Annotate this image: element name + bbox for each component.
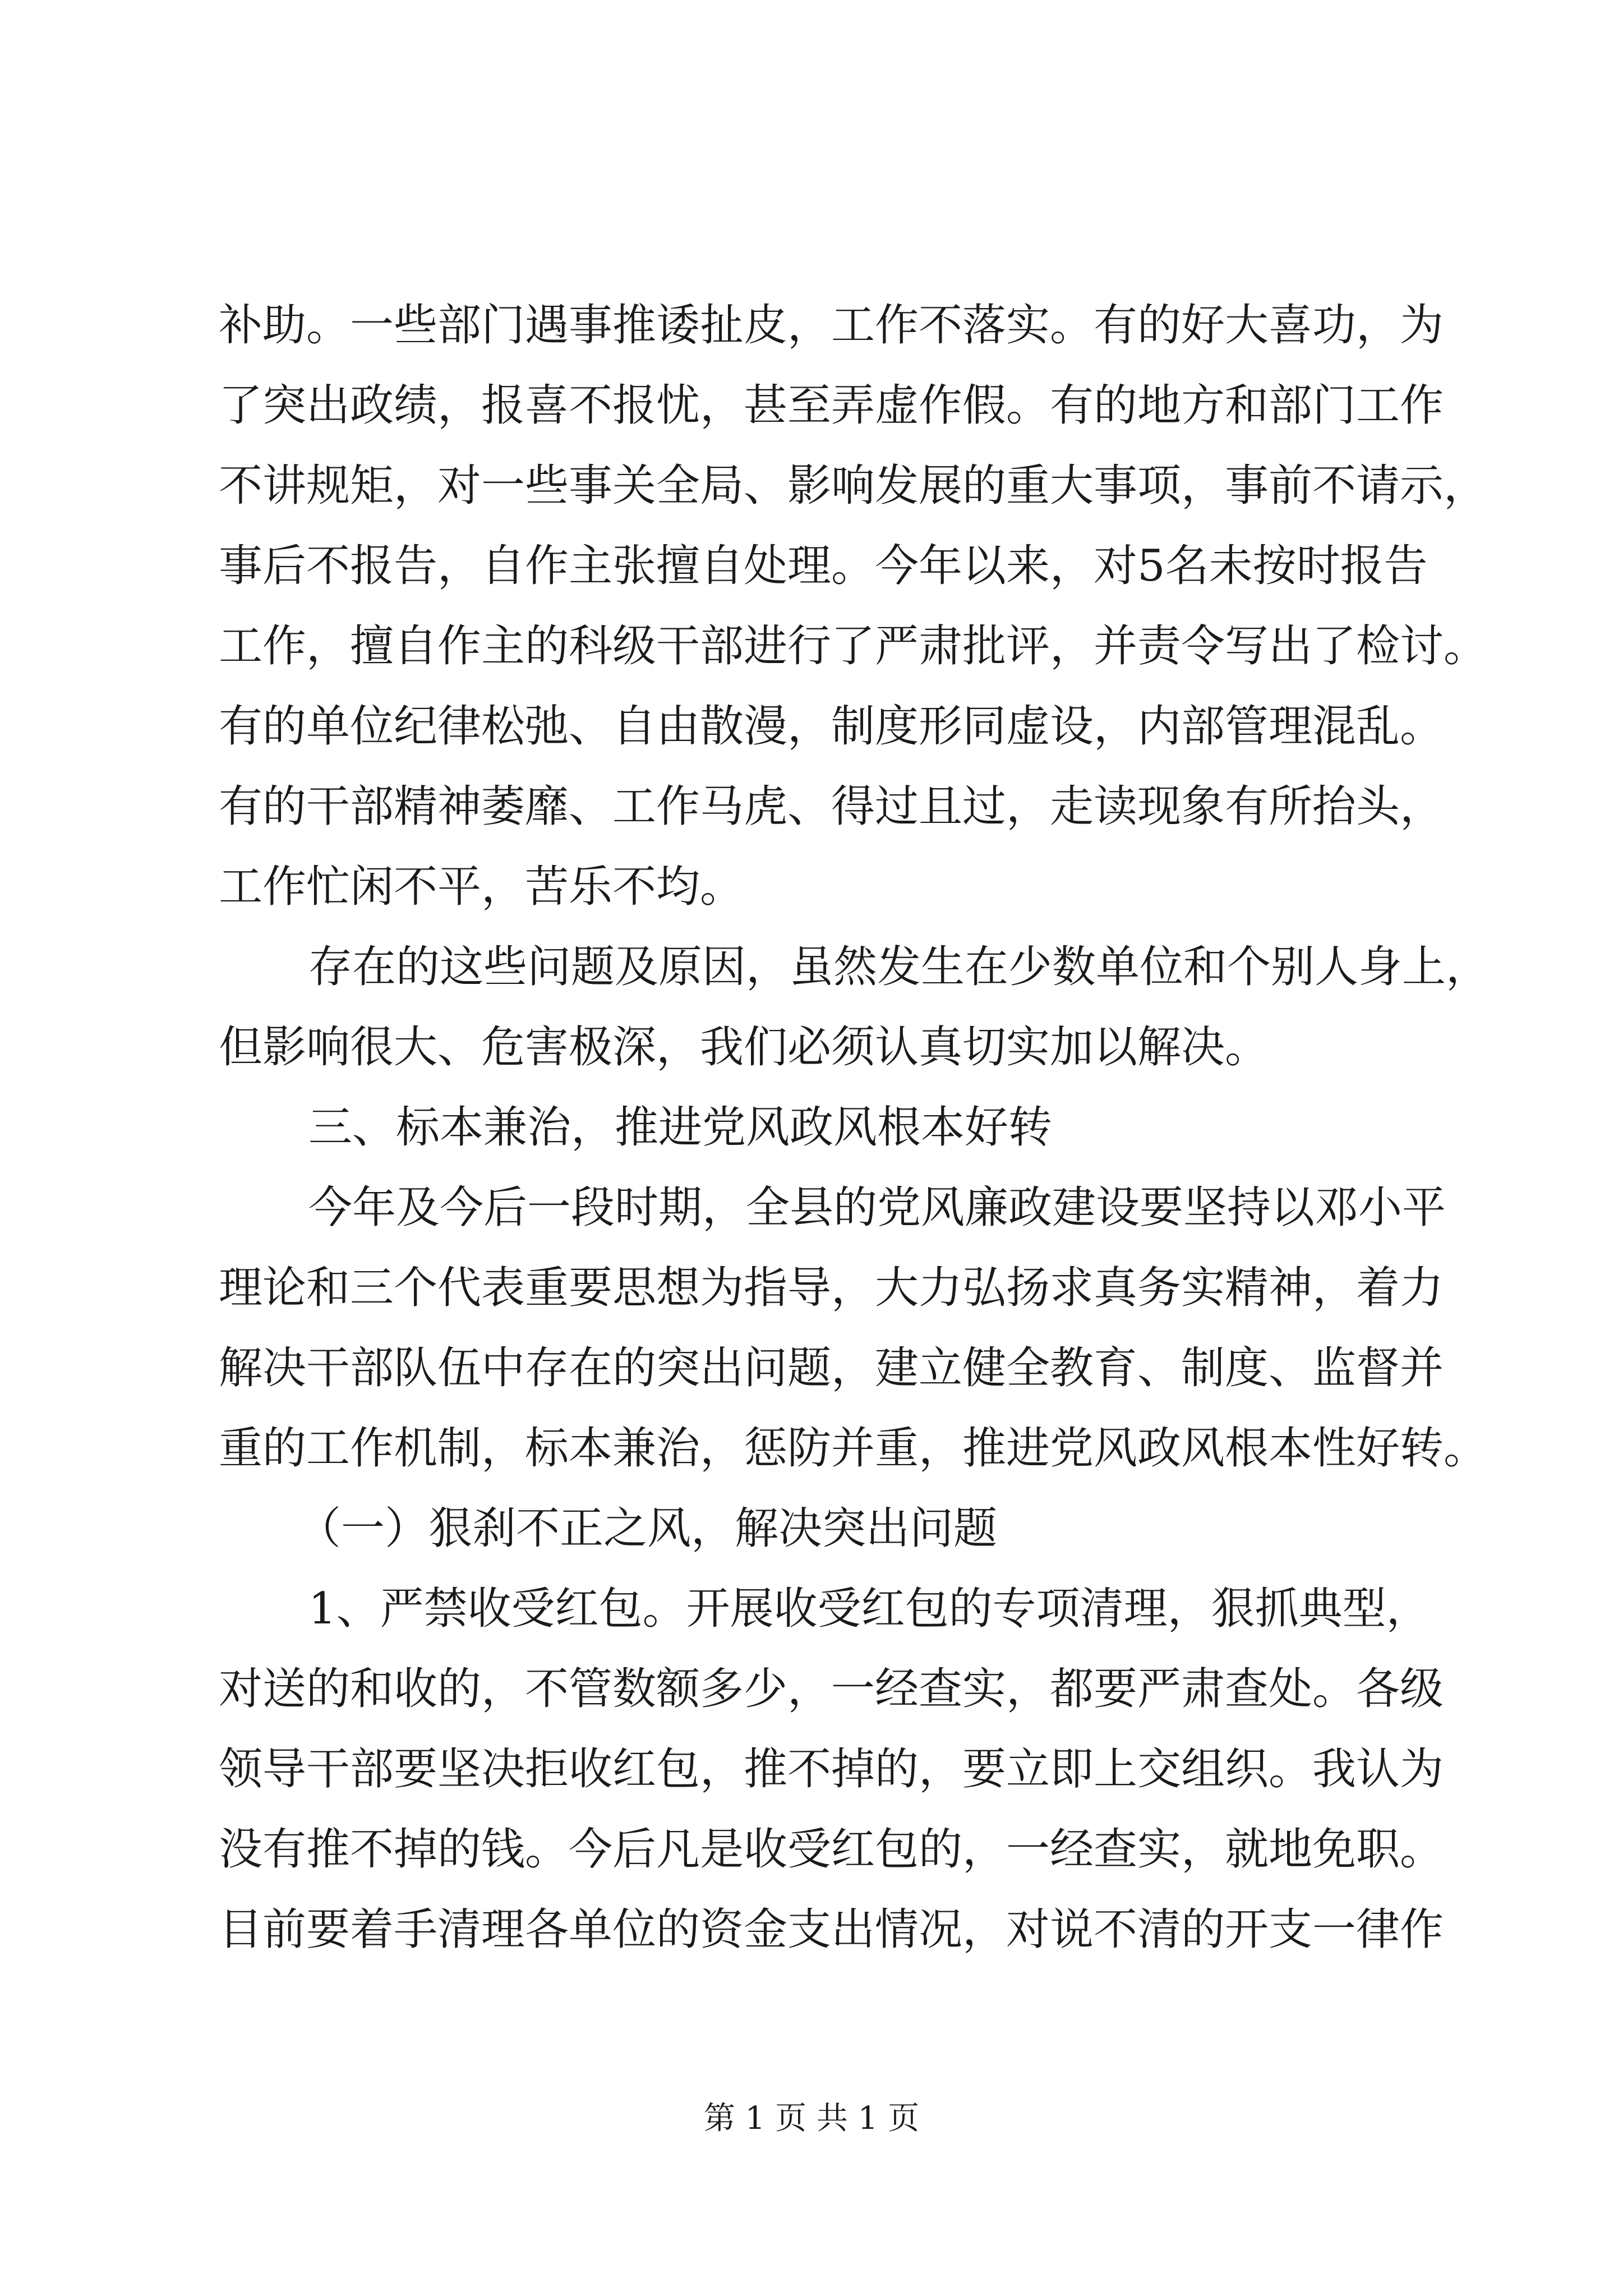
text-line: 事后不报告，自作主张擅自处理。今年以来，对5名未按时报告	[219, 541, 1428, 591]
text-line: 理论和三个代表重要思想为指导，大力弘扬求真务实精神，着力	[219, 1263, 1444, 1313]
subsection-heading: （一）狠刹不正之风，解决突出问题	[297, 1503, 998, 1554]
text-line: 了突出政绩，报喜不报忧，甚至弄虚作假。有的地方和部门工作	[219, 380, 1444, 431]
text-line: 存在的这些问题及原因，虽然发生在少数单位和个别人身上，	[308, 942, 1490, 992]
text-line: 1、严禁收受红包。开展收受红包的专项清理，狠抓典型，	[308, 1584, 1430, 1634]
text-line: 领导干部要坚决拒收红包，推不掉的，要立即上交组织。我认为	[219, 1744, 1444, 1795]
section-heading: 三、标本兼治，推进党风政风根本好转	[308, 1102, 1053, 1153]
text-line: 重的工作机制，标本兼治，惩防并重，推进党风政风根本性好转。	[219, 1423, 1488, 1474]
text-line: 不讲规矩，对一些事关全局、影响发展的重大事项，事前不请示，	[219, 461, 1488, 511]
text-line: 工作，擅自作主的科级干部进行了严肃批评，并责令写出了检讨。	[219, 621, 1488, 671]
text-line: 补助。一些部门遇事推诿扯皮，工作不落实。有的好大喜功，为	[219, 300, 1444, 351]
text-line: 有的干部精神萎靡、工作马虎、得过且过，走读现象有所抬头，	[219, 781, 1444, 832]
text-line: 工作忙闲不平，苦乐不均。	[219, 862, 744, 912]
page-footer: 第 1 页 共 1 页	[703, 2100, 920, 2137]
text-line: 今年及今后一段时期，全县的党风廉政建设要坚持以邓小平	[308, 1182, 1446, 1233]
text-line: 但影响很大、危害极深，我们必须认真切实加以解决。	[219, 1022, 1269, 1073]
text-line: 没有推不掉的钱。今后凡是收受红包的，一经查实，就地免职。	[219, 1824, 1444, 1875]
text-line: 对送的和收的，不管数额多少，一经查实，都要严肃查处。各级	[219, 1664, 1444, 1714]
text-line: 目前要着手清理各单位的资金支出情况，对说不清的开支一律作	[219, 1904, 1444, 1955]
text-line: 解决干部队伍中存在的突出问题，建立健全教育、制度、监督并	[219, 1343, 1444, 1393]
text-line: 有的单位纪律松弛、自由散漫，制度形同虚设，内部管理混乱。	[219, 701, 1444, 752]
